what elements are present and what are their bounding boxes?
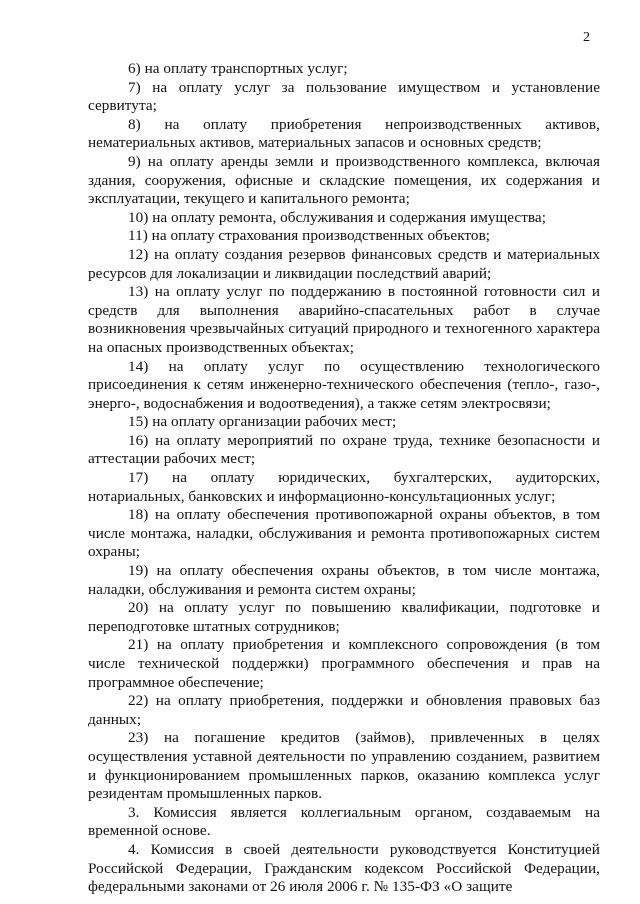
list-item-20: 20) на оплату услуг по повышению квалификации, подготовке и переподготовке штатных сотрудников;	[88, 599, 600, 635]
list-item-10: 10) на оплату ремонта, обслуживания и содержания имущества;	[128, 208, 546, 226]
list-item-23: 23) на погашение кредитов (займов), привлеченных в целях осуществления уставной деятельности по управлению созданием, развитием и функционированием промышленных парков, оказанию комплекса услуг резидентам промышленных парков.	[88, 729, 600, 803]
list-item-9: 9) на оплату аренды земли и производственного комплекса, включая здания, сооружения, офисные и складские помещения, их содержания и эксплуатации, текущего и капитального ремонта;	[88, 152, 600, 208]
list-item-6: 6) на оплату транспортных услуг;	[128, 60, 348, 77]
list-item-19: 19) на оплату обеспечения охраны объектов, в том числе монтажа, наладки, обслуживания и ремонта систем охраны;	[88, 562, 600, 598]
list-item-11: 11) на оплату страхования производственных объектов;	[128, 227, 491, 245]
page-number: 2	[583, 30, 590, 45]
clause-3: 3. Комиссия является коллегиальным органом, создаваемым на временной основе.	[88, 803, 600, 840]
list-item-14: 14) на оплату услуг по осуществлению технологического присоединения к сетям инженерно-технического обеспечения (тепло-, газо-, энерго-, водоснабжения и водоотведения), а также сетям электросвязи;	[88, 357, 600, 412]
list-item-7: 7) на оплату услуг за пользование имуществом и установление сервитута;	[88, 78, 600, 115]
list-item-17: 17) на оплату юридических, бухгалтерских, аудиторских, нотариальных, банковских и информационно-консультационных услуг;	[88, 469, 600, 505]
clause-4: 4. Комиссия в своей деятельности руководствуется Конституцией Российской Федерации, Гражданским кодексом Российской Федерации, федеральными законами от 26 июля 2006 г. № 135-ФЗ «О защите	[88, 840, 600, 896]
list-item-15: 15) на оплату организации рабочих мест;	[128, 413, 397, 431]
list-item-12: 12) на оплату создания резервов финансовых средств и материальных ресурсов для локализации и ликвидации последствий аварий;	[88, 245, 600, 282]
list-item-21: 21) на оплату приобретения и комплексного сопровождения (в том числе технической поддержки) программного обеспечения и прав на программное обеспечение;	[88, 636, 600, 691]
list-item-18: 18) на оплату обеспечения противопожарной охраны объектов, в том числе монтажа, наладки, обслуживания и ремонта противопожарных систем охраны;	[88, 506, 600, 561]
document-body	[88, 60, 600, 897]
list-item-22: 22) на оплату приобретения, поддержки и обновления правовых баз данных;	[88, 692, 600, 728]
list-item-16: 16) на оплату мероприятий по охране труда, технике безопасности и аттестации рабочих мест;	[88, 431, 600, 468]
list-item-13: 13) на оплату услуг по поддержанию в постоянной готовности сил и средств для выполнения аварийно-спасательных работ в случае возникновения чрезвычайных ситуаций природного и техногенного характера на опасных производственных объектах;	[88, 283, 600, 356]
list-item-8: 8) на оплату приобретения непроизводственных активов, нематериальных активов, материальных запасов и основных средств;	[88, 115, 600, 152]
